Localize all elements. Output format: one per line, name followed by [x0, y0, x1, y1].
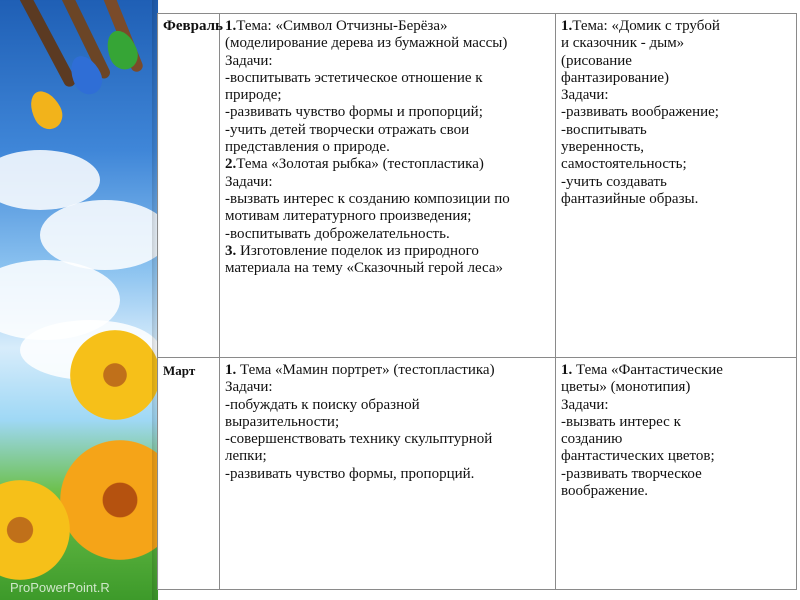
line-text: -развивать воображение; — [561, 104, 719, 121]
line-text: Задачи: — [561, 87, 609, 104]
cell-text-line — [561, 431, 791, 448]
line-text: созданию — [561, 431, 623, 448]
line-text: фантастических цветов; — [561, 448, 715, 465]
line-text: фантазийные образы. — [561, 190, 699, 207]
cell-text-line — [561, 397, 791, 414]
cell-text-line — [225, 226, 550, 243]
yellow-paint-tip — [24, 86, 68, 134]
cell-text-line — [561, 87, 791, 104]
line-text: фантазирование) — [561, 69, 670, 86]
cell-text-line — [225, 448, 550, 465]
cell-text-line — [225, 156, 550, 173]
cell-text-line — [561, 362, 791, 379]
line-text: -совершенствовать технику скульптурной — [225, 431, 493, 448]
cell-text-line — [561, 466, 791, 483]
cloud — [40, 200, 158, 270]
cell-text-line — [225, 122, 550, 139]
line-text: Тема «Золотая рыбка» (тестопластика) — [236, 156, 484, 173]
line-text: -учить создавать — [561, 173, 667, 190]
month-cell: Март — [158, 358, 220, 590]
cell-text-line — [225, 53, 550, 70]
line-text: -вызвать интерес к — [561, 413, 681, 430]
item-number: 2. — [225, 156, 237, 173]
line-text: -развивать чувство формы, пропорций. — [225, 465, 475, 482]
cell-text-line — [225, 243, 550, 260]
line-text: мотивам литературного произведения; — [225, 208, 472, 225]
topics-cell — [220, 14, 556, 358]
cell-text-line — [225, 379, 550, 396]
topics-cell — [556, 14, 797, 358]
line-text: -развивать творческое — [561, 465, 702, 482]
cell-text-line — [561, 122, 791, 139]
cell-text-line — [225, 208, 550, 225]
line-text: уверенность, — [561, 139, 645, 156]
topics-cell — [556, 358, 797, 590]
cell-text-line — [561, 139, 791, 156]
line-text: выразительности; — [225, 413, 340, 430]
cell-text-line — [561, 53, 791, 70]
topics-cell — [220, 358, 556, 590]
line-text: Изготовление поделок из природного — [236, 242, 479, 259]
cell-text-line — [225, 431, 550, 448]
cell-text-line — [561, 414, 791, 431]
cell-text-line — [225, 260, 550, 277]
line-text: Тема «Фантастические — [572, 362, 723, 378]
cell-text-line — [225, 139, 550, 156]
cell-text-line — [225, 104, 550, 121]
cell-text-line — [225, 362, 550, 379]
line-text: Задачи: — [225, 52, 273, 69]
cell-text-line — [561, 174, 791, 191]
cell-text-line — [225, 414, 550, 431]
line-text: воображение. — [561, 483, 649, 500]
line-text: -учить детей творчески отражать свои — [225, 121, 470, 138]
line-text: Задачи: — [225, 379, 273, 396]
cell-text-line — [225, 35, 550, 52]
cell-text-line — [561, 104, 791, 121]
line-text: -развивать чувство формы и пропорций; — [225, 104, 483, 121]
line-text: природе; — [225, 87, 282, 104]
line-text: -побуждать к поиску образной — [225, 396, 420, 413]
line-text: Задачи: — [561, 396, 609, 413]
sunflower-icon — [70, 330, 158, 420]
watermark: ProPowerPoint.R — [10, 580, 110, 595]
cell-text-line — [225, 70, 550, 87]
cell-text-line — [561, 18, 791, 35]
line-text: -воспитывать эстетическое отношение к — [225, 69, 483, 86]
item-number: 3. — [225, 242, 237, 259]
cell-text-line — [225, 397, 550, 414]
item-number: 1. — [225, 18, 237, 34]
line-text: Тема: «Символ Отчизны-Берёза» — [236, 18, 448, 34]
plan-table — [157, 13, 797, 590]
cell-text-line — [225, 87, 550, 104]
line-text: самостоятельность; — [561, 156, 687, 173]
cell-text-line — [225, 191, 550, 208]
cell-text-line — [225, 174, 550, 191]
cell-text-line — [561, 156, 791, 173]
cell-text-line — [561, 70, 791, 87]
line-text: Тема «Мамин портрет» (тестопластика) — [236, 362, 495, 378]
decorative-side-panel — [0, 0, 158, 600]
line-text: Тема: «Домик с трубой — [572, 18, 720, 34]
item-number: 1. — [561, 362, 573, 378]
line-text: -воспитывать — [561, 121, 647, 138]
line-text: материала на тему «Сказочный герой леса» — [225, 260, 503, 277]
month-cell: Февраль — [158, 14, 220, 358]
table-row-march — [158, 358, 797, 590]
line-text: -вызвать интерес к созданию композиции по — [225, 190, 510, 207]
sunflower-icon — [60, 440, 158, 560]
line-text: Задачи: — [225, 173, 273, 190]
line-text: лепки; — [225, 448, 267, 465]
cell-text-line — [225, 466, 550, 483]
line-text: (моделирование дерева из бумажной массы) — [225, 35, 508, 52]
cell-text-line — [561, 35, 791, 52]
line-text: (рисование — [561, 52, 632, 69]
item-number: 1. — [225, 362, 237, 378]
line-text: -воспитывать доброжелательность. — [225, 225, 450, 242]
table-row-february — [158, 14, 797, 358]
cell-text-line — [561, 483, 791, 500]
line-text: представления о природе. — [225, 139, 390, 156]
item-number: 1. — [561, 18, 573, 34]
cell-text-line — [561, 448, 791, 465]
cell-text-line — [561, 191, 791, 208]
line-text: и сказочник - дым» — [561, 35, 685, 52]
cell-text-line — [561, 379, 791, 396]
cell-text-line — [225, 18, 550, 35]
line-text: цветы» (монотипия) — [561, 379, 691, 396]
